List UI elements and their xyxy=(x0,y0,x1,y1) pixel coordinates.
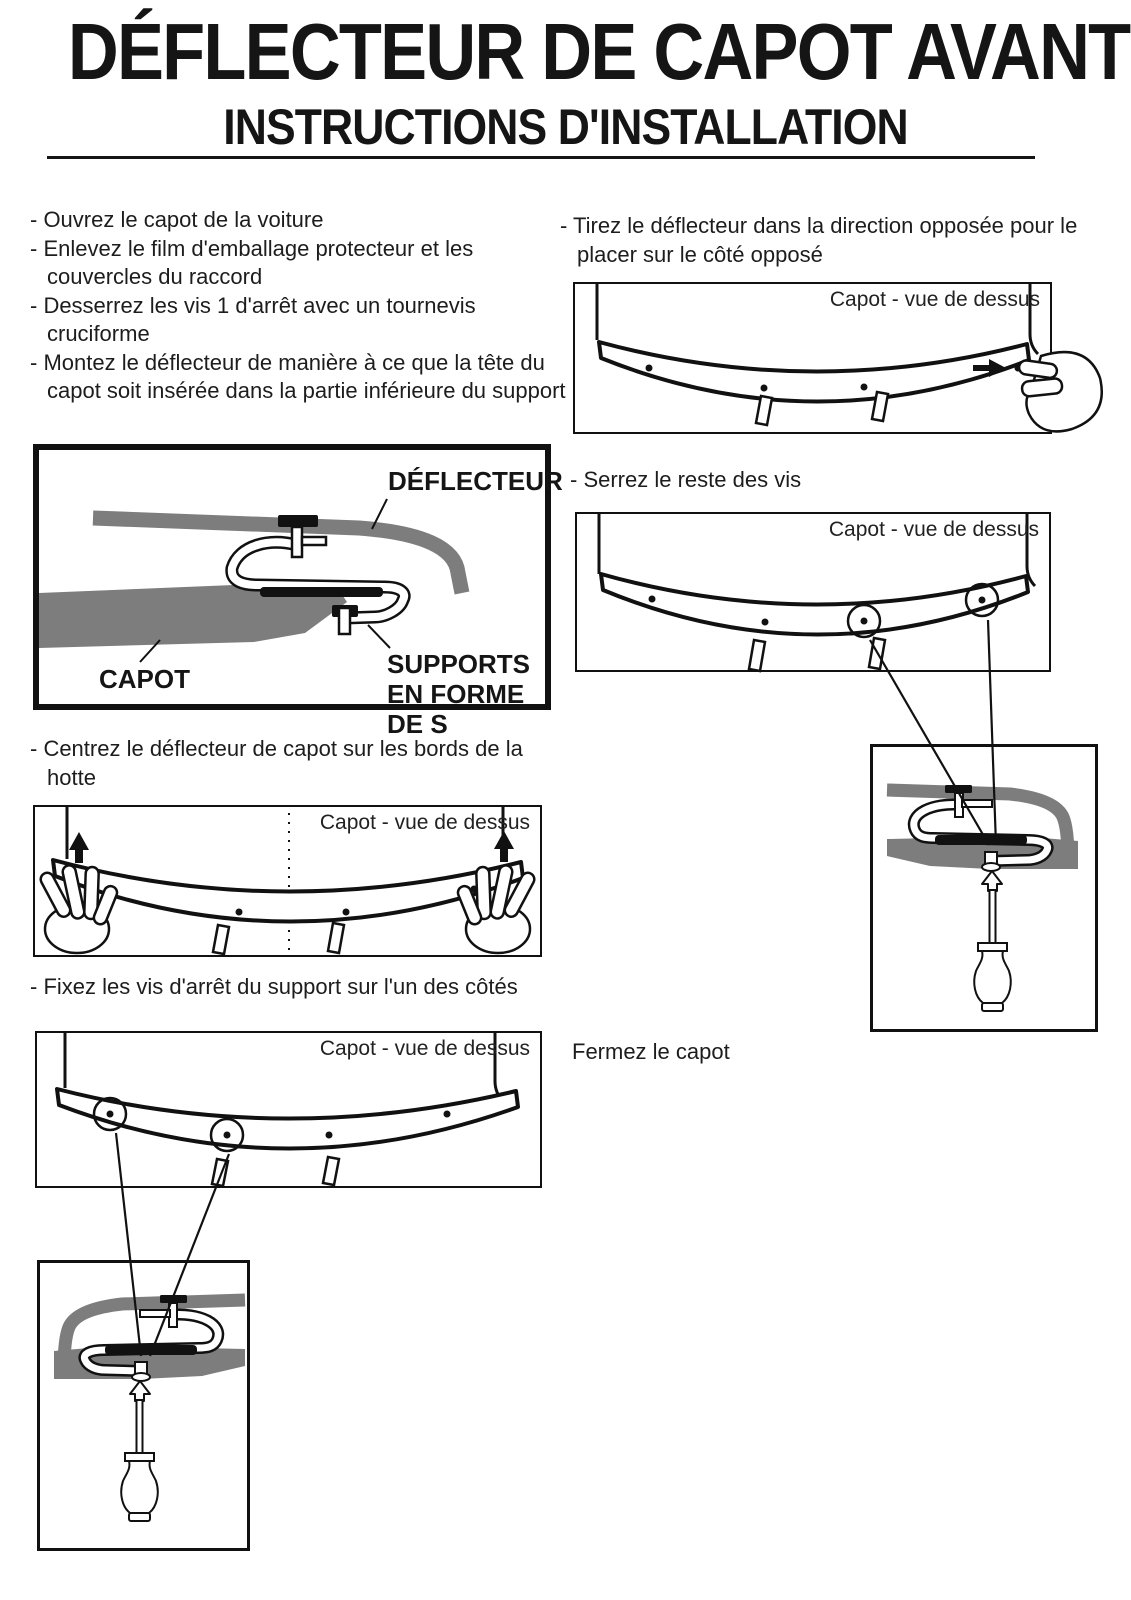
pinch-hand-icon xyxy=(1018,352,1102,431)
detail-screw-left xyxy=(37,1260,250,1551)
step-close-hood: Fermez le capot xyxy=(572,1039,730,1064)
bracket-screwdriver-detail xyxy=(873,747,1095,1029)
page-subtitle: INSTRUCTIONS D'INSTALLATION xyxy=(223,99,908,155)
deflector-edge-clamp xyxy=(260,587,383,597)
top-screw xyxy=(292,527,302,557)
diagram-tighten-top-view xyxy=(575,512,1051,672)
diagram-label: Capot - vue de dessus xyxy=(319,811,530,834)
up-arrow-icon xyxy=(69,832,89,863)
diagram-label: Capot - vue de dessus xyxy=(829,288,1040,311)
page-title: DÉFLECTEUR DE CAPOT AVANT xyxy=(67,7,1130,96)
deflector-strip xyxy=(601,574,1028,635)
screwdriver-icon xyxy=(974,871,1011,1011)
diagram-center-top-view xyxy=(33,805,542,957)
bracket-screwdriver-detail-mirrored xyxy=(40,1263,247,1548)
bracket-cross-section xyxy=(54,1295,245,1521)
label-hood: CAPOT xyxy=(99,664,190,694)
detail-screw-right xyxy=(870,744,1098,1032)
step-fix-screws: - Fixez les vis d'arrêt du support sur l'un des côtés xyxy=(30,974,518,999)
clip xyxy=(945,785,972,793)
mount-tab xyxy=(213,925,229,954)
step-open-hood: - Ouvrez le capot de la voiture xyxy=(30,207,324,232)
label-deflector: DÉFLECTEUR xyxy=(388,466,563,496)
mount-tab xyxy=(749,640,765,671)
step-remove-film: - Enlevez le film d'emballage protecteur et les couvercles du raccord xyxy=(30,235,474,289)
step-center-deflector: - Centrez le déflecteur de capot sur les bords de la hotte xyxy=(30,736,523,790)
mount-tab xyxy=(323,1157,339,1185)
diagram-pull-top-view xyxy=(573,282,1052,434)
mount-tab xyxy=(212,1159,228,1186)
deflector-edge-clamp xyxy=(935,835,1027,845)
clip xyxy=(278,515,318,527)
diagram-cross-section xyxy=(33,444,563,739)
up-arrow-icon xyxy=(494,831,514,862)
step-mount-deflector: - Montez le déflecteur de manière à ce que la tête du capot soit insérée dans la partie inférieure du support xyxy=(30,349,566,403)
up-arrow-icon xyxy=(982,871,1002,891)
step-pull-deflector: - Tirez le déflecteur dans la direction opposée pour le placer sur le côté opposé xyxy=(560,213,1078,267)
deflector-strip xyxy=(599,342,1029,402)
diagram-label: Capot - vue de dessus xyxy=(828,518,1039,541)
bracket-cross-section xyxy=(887,785,1078,1011)
diagram-fix-top-view xyxy=(35,1031,542,1188)
header-divider xyxy=(47,156,1035,159)
label-s-brackets: SUPPORTS EN FORME DE S xyxy=(387,649,531,739)
deflector-strip xyxy=(53,860,523,922)
diagram-label: Capot - vue de dessus xyxy=(319,1037,530,1060)
bracket-arm xyxy=(962,800,992,807)
step-tighten-rest: - Serrez le reste des vis xyxy=(570,467,802,492)
step-loosen-screws: - Desserrez les vis 1 d'arrêt avec un tournevis cruciforme xyxy=(30,292,476,346)
mount-tab xyxy=(869,638,885,669)
stop-screw xyxy=(339,608,350,634)
stop-screw-washer xyxy=(982,863,1000,871)
bracket-arm xyxy=(302,537,326,545)
mount-tab xyxy=(328,923,344,953)
step-list xyxy=(30,206,570,406)
mount-tab xyxy=(756,396,772,425)
